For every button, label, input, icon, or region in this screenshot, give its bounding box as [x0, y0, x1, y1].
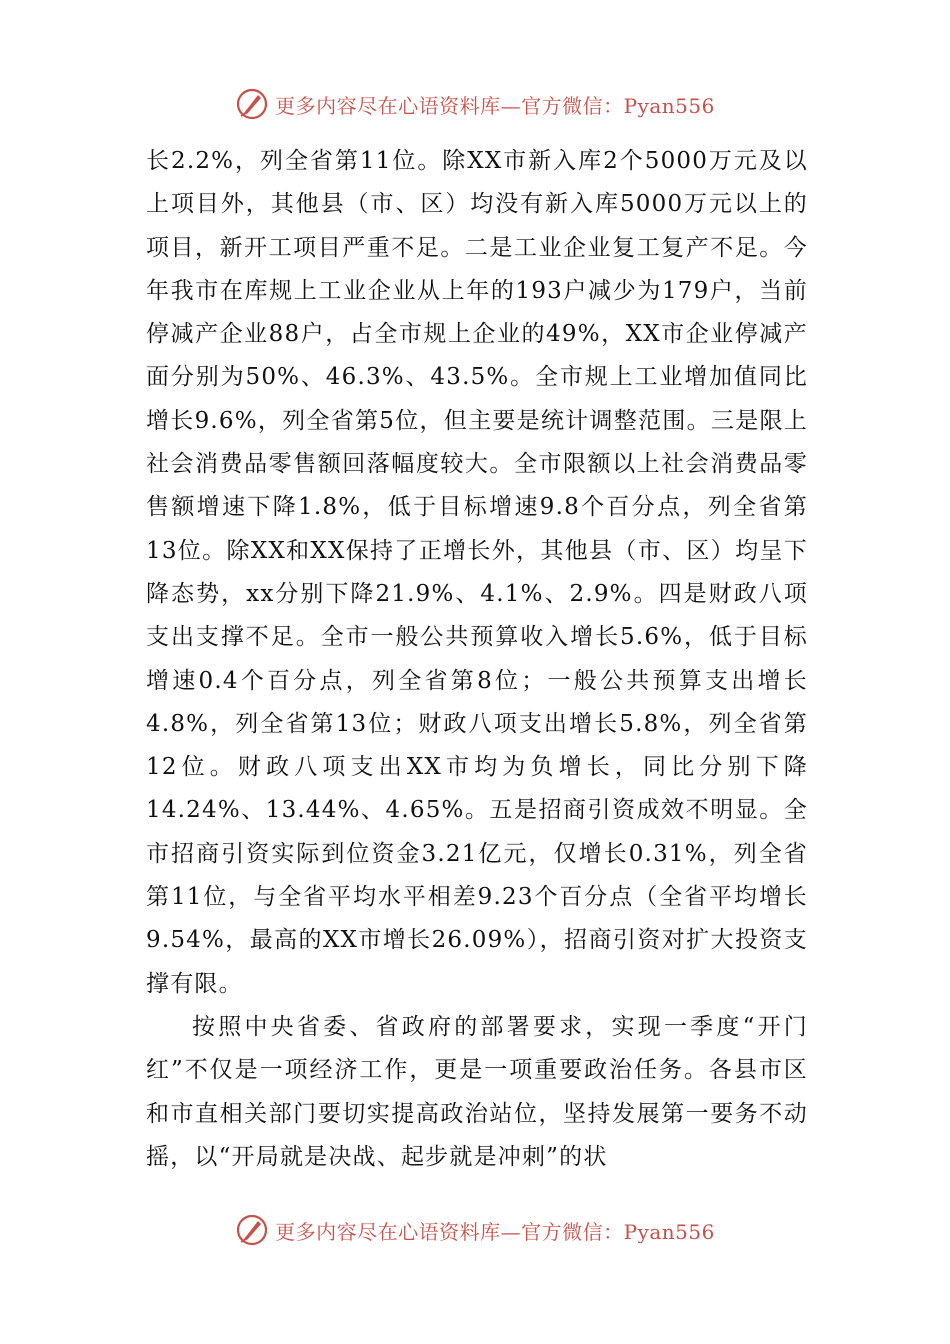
header-banner-text: 更多内容尽在心语资料库—官方微信：Pyan556 — [275, 93, 715, 118]
footer-banner-text: 更多内容尽在心语资料库—官方微信：Pyan556 — [275, 1219, 715, 1244]
footer-banner — [0, 1208, 950, 1252]
header-banner — [0, 82, 950, 126]
quill-pen-icon — [235, 87, 269, 121]
document-body — [146, 140, 808, 1179]
paragraph: 长2.2%，列全省第11位。除XX市新入库2个5000万元及以上项目外，其他县（市、区）均没有新入库5000万元以上的项目，新开工项目严重不足。二是工业企业复工复产不足。今年我市在库规上工业企业从上年的193户减少为179户，当前停减产企业88户，占全市规上企业的49%，XX市企业停减产面分别为50%、46.3%、43.5%。全市规上工业增加值同比增长9.6%，列全省第5位，但主要是统计调整范围。三是限上社会消费品零售额回落幅度较大。全市限额以上社会消费品零售额增速下降1.8%，低于目标增速9.8个百分点，列全省第13位。除XX和XX保持了正增长外，其他县（市、区）均呈下降态势，xx分别下降21.9%、4.1%、2.9%。四是财政八项支出支撑不足。全市一般公共预算收入增长5.6%，低于目标增速0.4个百分点，列全省第8位；一般公共预算支出增长4.8%，列全省第13位；财政八项支出增长5.8%，列全省第12位。财政八项支出XX市均为负增长，同比分别下降14.24%、13.44%、4.65%。五是招商引资成效不明显。全市招商引资实际到位资金3.21亿元，仅增长0.31%，列全省第11位，与全省平均水平相差9.23个百分点（全省平均增长9.54%，最高的XX市增长26.09%），招商引资对扩大投资支撑有限。 — [146, 148, 808, 997]
quill-pen-icon — [235, 1213, 269, 1247]
paragraph: 按照中央省委、省政府的部署要求，实现一季度“开门红”不仅是一项经济工作，更是一项重要政治任务。各县市区和市直相关部门要切实提高政治站位，坚持发展第一要务不动摇，以“开局就是决战、起步就是冲刺”的状 — [146, 1013, 808, 1170]
